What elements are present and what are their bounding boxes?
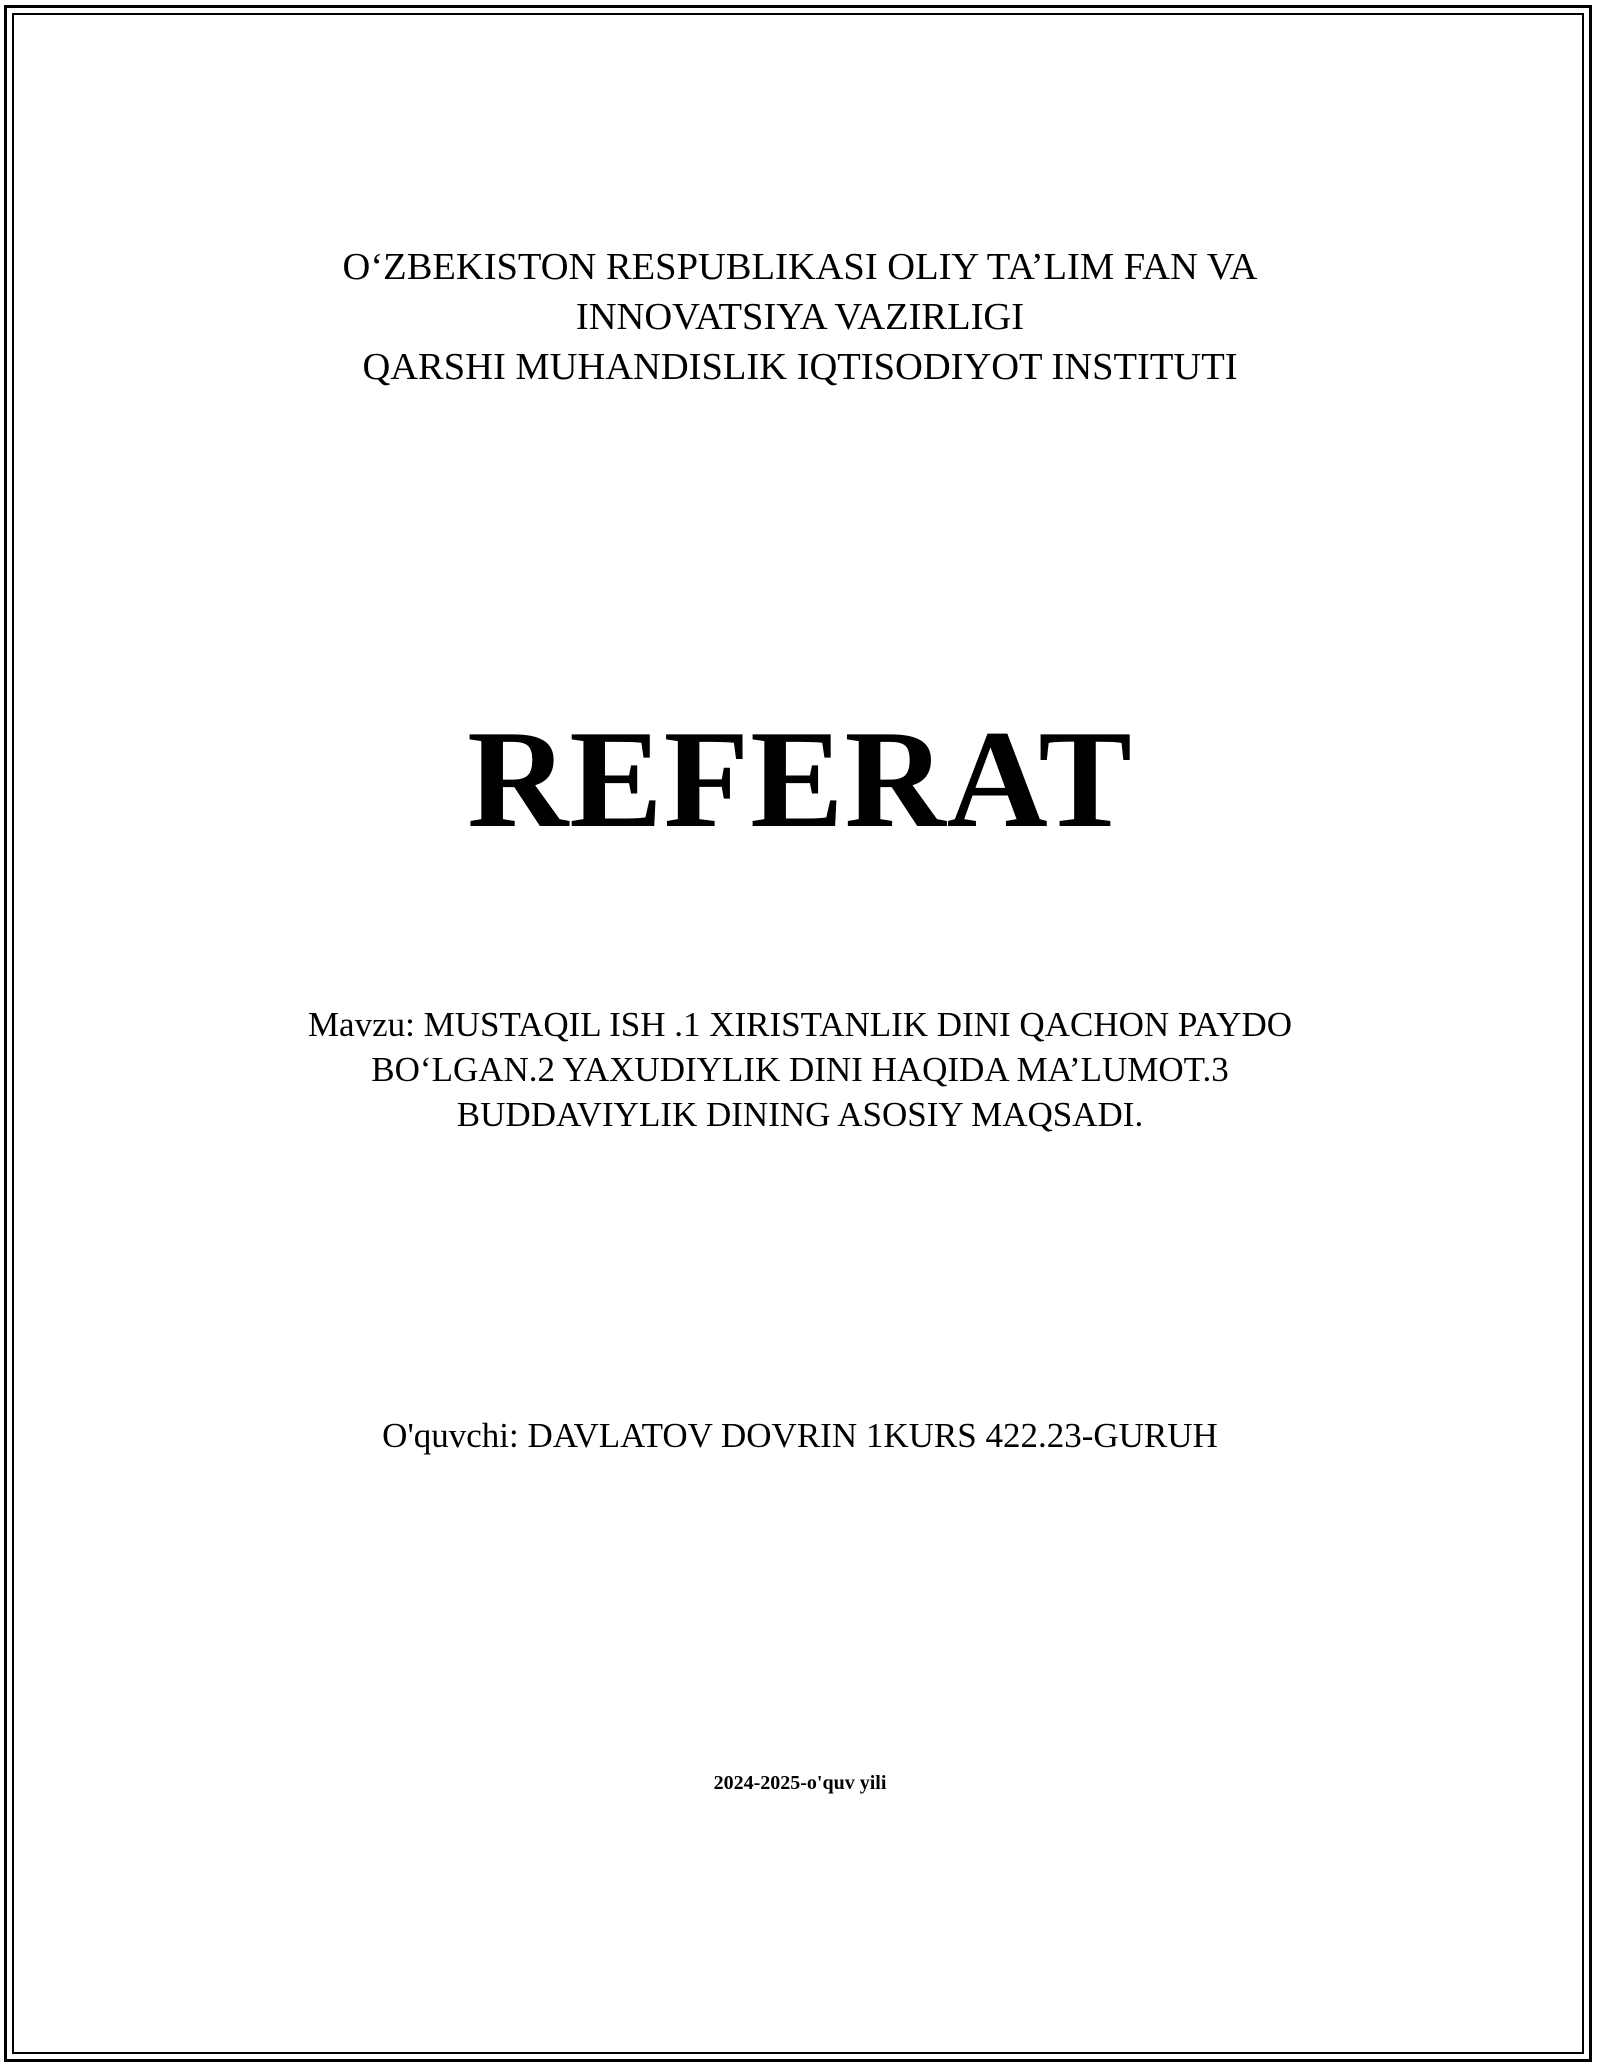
topic-line-1: Mavzu: MUSTAQIL ISH .1 XIRISTANLIK DINI QACHON PAYDO [307, 1005, 1293, 1044]
institution-line-3: QARSHI MUHANDISLIK IQTISODIYOT INSTITUTI [362, 346, 1238, 388]
document-title: REFERAT [467, 702, 1133, 857]
institution-header [0, 242, 1600, 392]
topic-line-2: BO‘LGAN.2 YAXUDIYLIK DINI HAQIDA MA’LUMOT.3 [371, 1050, 1229, 1089]
institution-line-2: INNOVATSIYA VAZIRLIGI [575, 296, 1025, 338]
academic-year: 2024-2025-o'quv yili [713, 1772, 887, 1794]
student-info: O'quvchi: DAVLATOV DOVRIN 1KURS 422.23-GURUH [382, 1416, 1218, 1455]
topic-block [0, 1002, 1600, 1137]
institution-line-1: O‘ZBEKISTON RESPUBLIKASI OLIY TA’LIM FAN VA [342, 246, 1258, 288]
topic-line-3: BUDDAVIYLIK DINING ASOSIY MAQSADI. [456, 1095, 1144, 1134]
